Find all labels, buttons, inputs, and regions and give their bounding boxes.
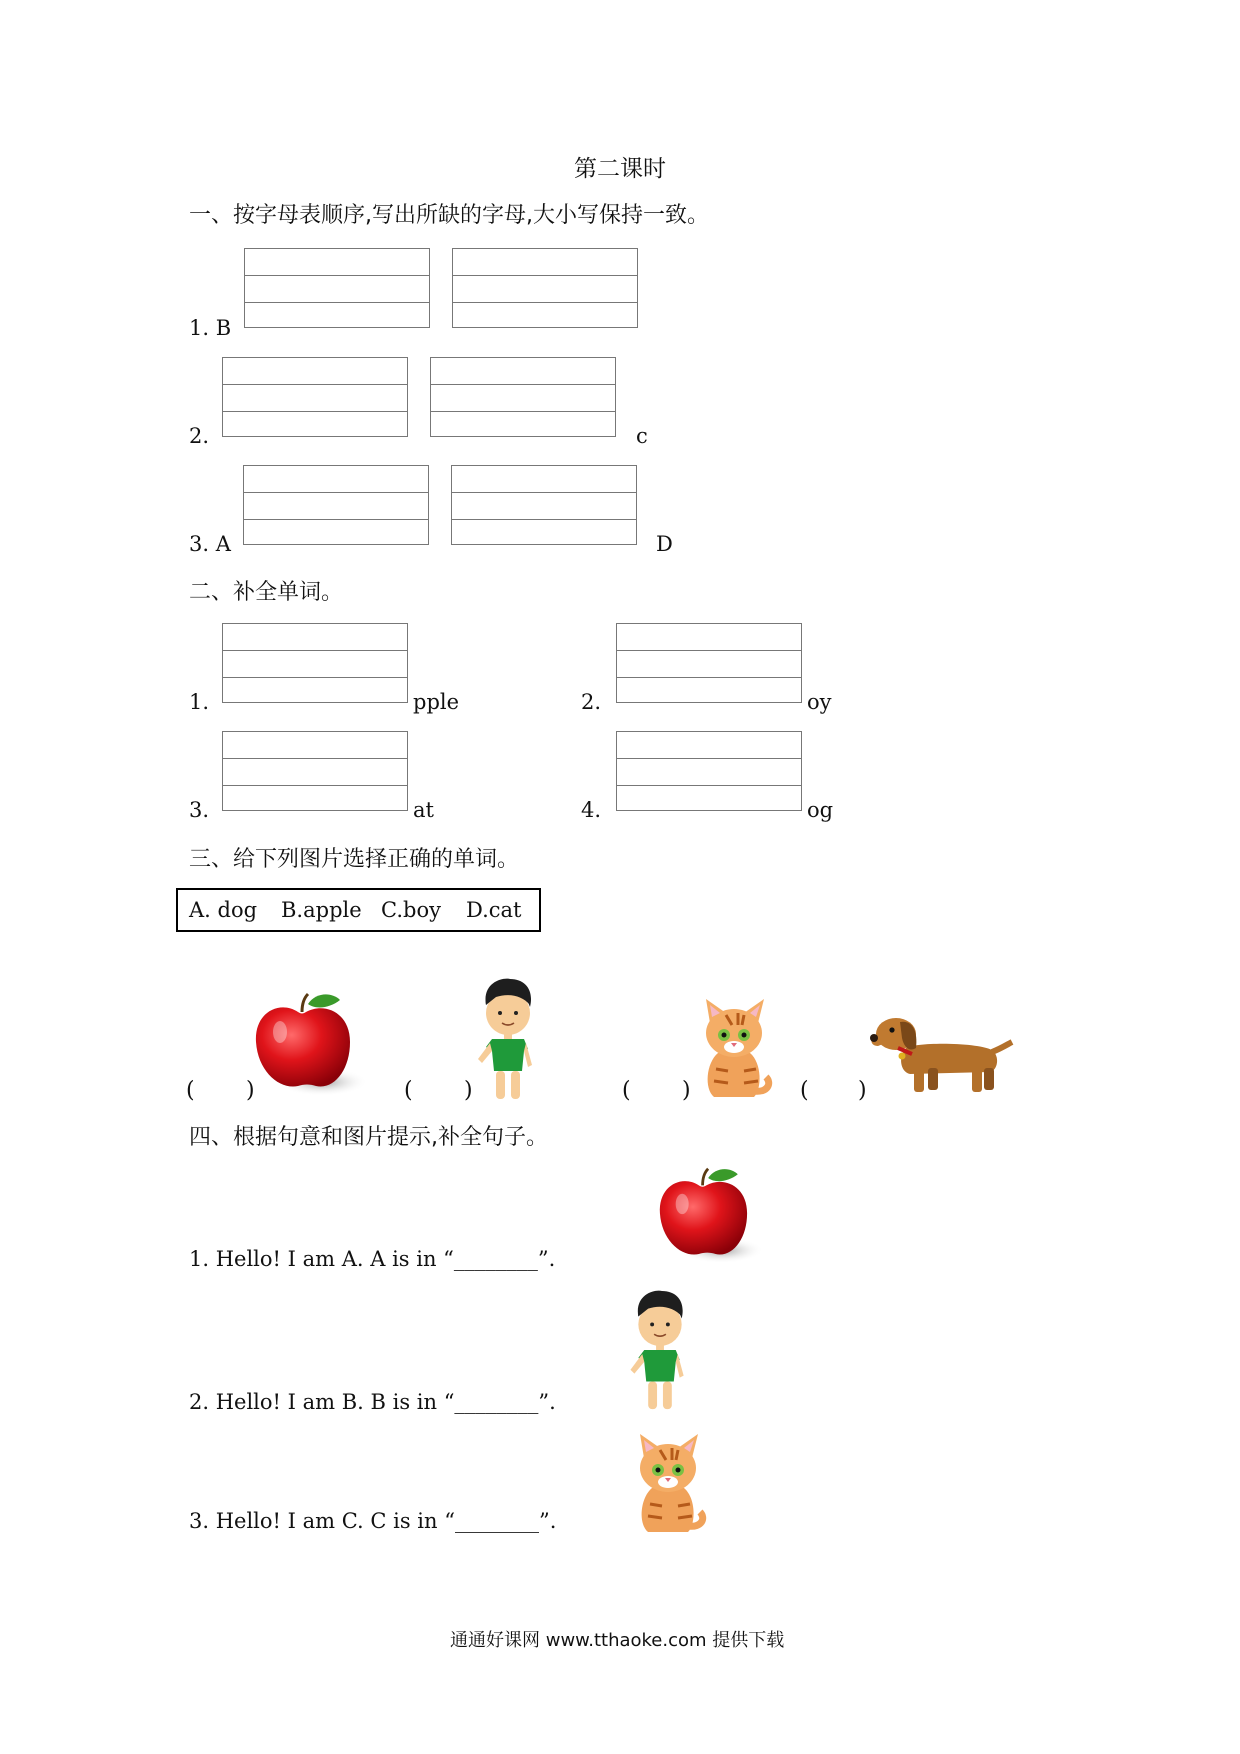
writing-box[interactable]	[451, 465, 637, 545]
option-d: D.cat	[466, 898, 522, 922]
answer-paren-open: (	[404, 1078, 413, 1103]
option-c: C.boy	[381, 898, 441, 922]
sentence-3: 3. Hello! I am C. C is in “________”.	[189, 1509, 557, 1533]
section1-heading: 一、按字母表顺序,写出所缺的字母,大小写保持一致。	[189, 203, 709, 228]
section2-item-3-suffix: at	[413, 798, 434, 822]
section2-item-1-suffix: pple	[413, 690, 460, 714]
answer-paren-open: (	[186, 1078, 195, 1103]
cat-picture	[688, 993, 778, 1103]
writing-box[interactable]	[222, 357, 408, 437]
section2-item-2-suffix: oy	[807, 690, 832, 714]
dog-picture	[866, 1008, 1016, 1098]
writing-box[interactable]	[244, 248, 430, 328]
section1-item-2-label: 2.	[189, 424, 210, 448]
writing-box[interactable]	[222, 731, 408, 811]
sentence-1: 1. Hello! I am A. A is in “________”.	[189, 1247, 556, 1271]
writing-box[interactable]	[452, 248, 638, 328]
writing-box[interactable]	[243, 465, 429, 545]
boy-picture	[468, 975, 548, 1105]
option-a: A. dog	[189, 898, 258, 922]
answer-paren-close: )	[246, 1078, 255, 1103]
page-title: 第二课时	[574, 156, 666, 182]
section1-item-2-after: c	[636, 424, 648, 448]
section1-item-3-after: D	[656, 532, 673, 556]
section2-item-1-label: 1.	[189, 690, 210, 714]
answer-paren-open: (	[622, 1078, 631, 1103]
writing-box[interactable]	[616, 623, 802, 703]
section1-item-3-label: 3. A	[189, 532, 231, 556]
boy-picture	[620, 1287, 700, 1415]
section1-item-1-label: 1. B	[189, 316, 232, 340]
answer-paren-close: )	[682, 1078, 691, 1103]
options-box	[176, 888, 541, 932]
writing-box[interactable]	[222, 623, 408, 703]
option-b: B.apple	[281, 898, 362, 922]
sentence-2: 2. Hello! I am B. B is in “________”.	[189, 1390, 556, 1414]
section4-heading: 四、根据句意和图片提示,补全句子。	[189, 1125, 548, 1150]
footer: 通通好课网 www.tthaoke.com 提供下载	[450, 1630, 785, 1651]
section2-item-4-label: 4.	[581, 798, 602, 822]
apple-picture	[250, 990, 370, 1100]
answer-paren-close: )	[464, 1078, 473, 1103]
answer-paren-close: )	[858, 1078, 867, 1103]
apple-picture	[654, 1165, 766, 1267]
section3-heading: 三、给下列图片选择正确的单词。	[189, 847, 520, 872]
writing-box[interactable]	[616, 731, 802, 811]
writing-box[interactable]	[430, 357, 616, 437]
cat-picture	[622, 1428, 712, 1538]
section2-item-3-label: 3.	[189, 798, 210, 822]
section2-item-2-label: 2.	[581, 690, 602, 714]
section2-heading: 二、补全单词。	[189, 580, 344, 605]
section2-item-4-suffix: og	[807, 798, 834, 822]
answer-paren-open: (	[800, 1078, 809, 1103]
